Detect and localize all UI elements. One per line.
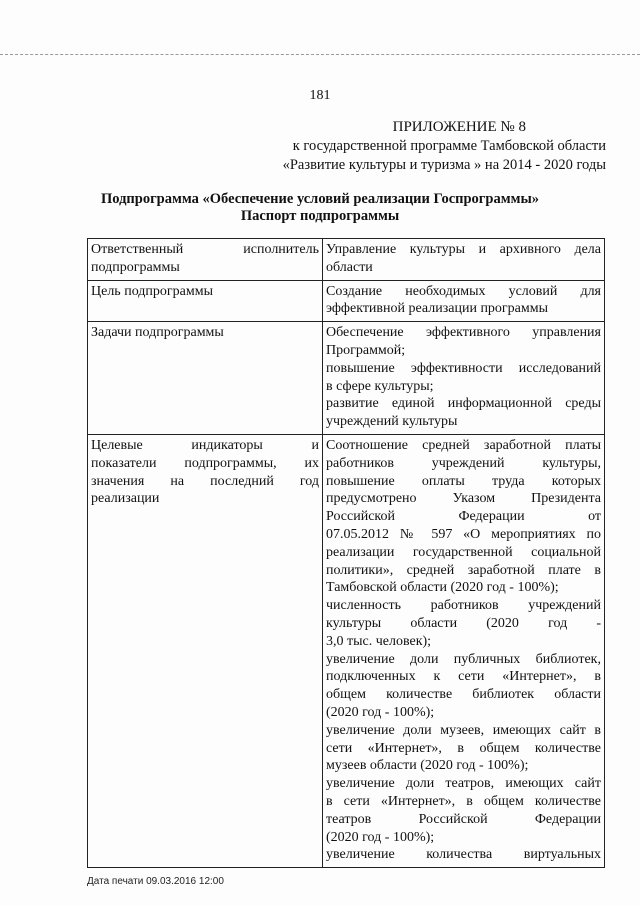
row-value-cell (323, 434, 605, 867)
row-value-line: общем количестве библиотек области (326, 687, 601, 703)
scan-top-border (0, 54, 640, 55)
row-value-line: увеличение доли музеев, имеющих сайт в (326, 722, 601, 738)
row-value-line: Создание необходимых условий для (326, 283, 601, 299)
document-title (0, 191, 640, 225)
row-value-line: увеличение доли публичных библиотек, (326, 651, 601, 667)
row-value-line: Соотношение средней заработной платы (326, 437, 601, 453)
row-value-line: численность работников учреждений (326, 598, 601, 614)
row-value-line: политики», средней заработной плате в (326, 562, 601, 578)
row-value-line: 3,0 тыс. человек); (326, 633, 432, 649)
passport-table (87, 238, 605, 868)
row-value-line: 07.05.2012 № 597 «О мероприятиях по (326, 526, 601, 542)
row-value-cell (323, 322, 605, 435)
appendix-program-name: «Развитие культуры и туризма » на 2014 - 2020 годы (282, 157, 606, 173)
row-value-line: подключенных к сети «Интернет», в (326, 669, 601, 685)
print-date: Дата печати 09.03.2016 12:00 (87, 876, 224, 887)
row-label-line: подпрограммы (91, 259, 180, 275)
row-label-cell (88, 322, 323, 435)
row-value-line: музеев области (2020 год - 100%); (326, 758, 529, 774)
row-value-line: работников учреждений культуры, (326, 455, 601, 471)
row-value-line: увеличение количества виртуальных (326, 847, 601, 863)
row-value-line: Тамбовской области (2020 год - 100%); (326, 580, 559, 596)
row-value-line: учреждений культуры (326, 414, 458, 430)
table-row (88, 434, 605, 867)
row-label-line: реализации (91, 491, 160, 507)
row-value-cell (323, 280, 605, 322)
row-label-line: Задачи подпрограммы (91, 325, 224, 341)
row-label-cell (88, 434, 323, 867)
table-row (88, 322, 605, 435)
row-value-line: повышение оплаты труда которых (326, 473, 601, 489)
row-value-line: Российской Федерации от (326, 509, 601, 525)
row-label-line: Ответственный исполнитель (91, 242, 319, 257)
row-label-cell (88, 239, 323, 281)
page-number: 181 (309, 88, 331, 103)
row-value-line: театров Российской Федерации (326, 811, 601, 827)
row-value-line: области (326, 259, 373, 275)
row-value-line: реализации государственной социальной (326, 544, 601, 560)
row-value-line: развитие единой информационной среды (326, 396, 601, 412)
row-label-cell (88, 280, 323, 322)
row-label-line: Цель подпрограммы (91, 283, 213, 299)
row-value-line: в сети «Интернет», в общем количестве (326, 793, 601, 809)
row-value-line: (2020 год - 100%); (326, 829, 435, 845)
appendix-program-ref: к государственной программе Тамбовской области (292, 138, 606, 154)
table-row (88, 239, 605, 281)
appendix-header (186, 118, 606, 175)
passport-title: Паспорт подпрограммы (240, 208, 400, 224)
row-value-line: в сфере культуры; (326, 378, 434, 394)
appendix-number: ПРИЛОЖЕНИЕ № 8 (392, 119, 526, 135)
row-value-cell (323, 239, 605, 281)
row-value-line: Программой; (326, 342, 406, 358)
row-value-line: повышение эффективности исследований (326, 360, 601, 376)
row-value-line: эффективной реализации программы (326, 301, 549, 317)
table-row (88, 280, 605, 322)
row-value-line: увеличение доли театров, имеющих сайт (326, 776, 601, 792)
row-label-line: значения на последний год (91, 473, 319, 489)
subprogram-title: Подпрограмма «Обеспечение условий реализации Госпрограммы» (100, 191, 540, 207)
row-value-line: сети «Интернет», в общем количестве (326, 740, 601, 756)
row-value-line: культуры области (2020 год - (326, 615, 601, 631)
row-value-line: (2020 год - 100%); (326, 704, 435, 720)
row-label-line: показатели подпрограммы, их (91, 455, 319, 471)
row-value-line: предусмотрено Указом Президента (326, 491, 601, 507)
row-label-line: Целевые индикаторы и (91, 437, 319, 453)
row-value-line: Обеспечение эффективного управления (326, 325, 601, 341)
row-value-line: Управление культуры и архивного дела (326, 242, 601, 257)
